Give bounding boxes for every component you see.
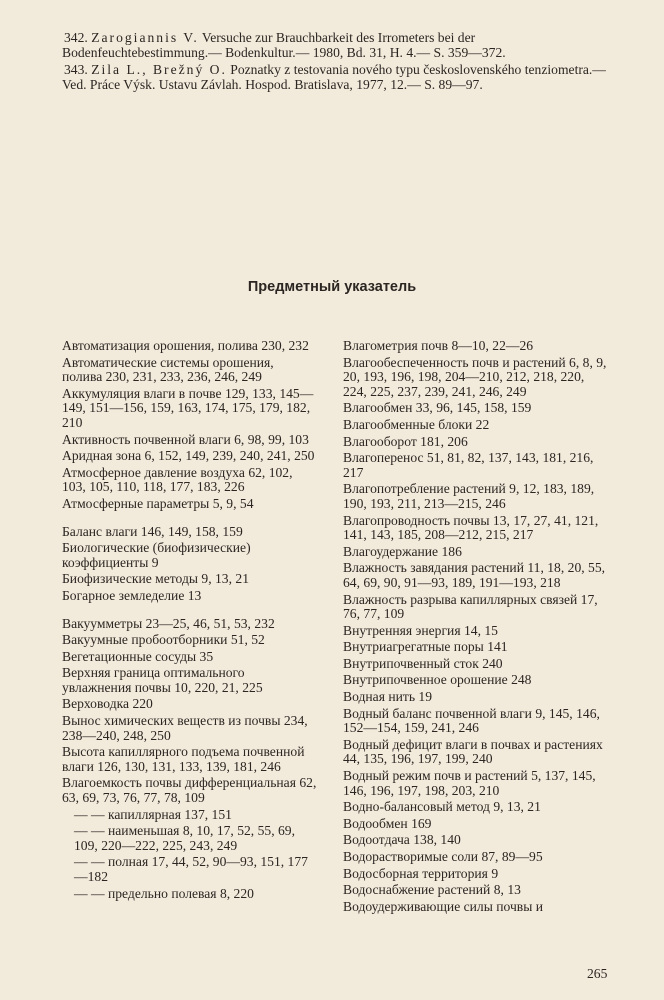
index-entry: — — капиллярная 137, 151 [74, 806, 232, 822]
index-entry: Верховодка 220 [62, 696, 153, 712]
index-entry: Водный дефицит влаги в почвах и растениях 44, 135, 196, 197, 199, 240 [343, 736, 603, 767]
index-entry: Влагопроводность почвы 13, 17, 27, 41, 121, 141, 143, 185, 208—212, 215, 217 [343, 512, 599, 543]
index-entry: Водный режим почв и растений 5, 137, 145, 146, 196, 197, 198, 203, 210 [343, 768, 596, 798]
reference-author: Zarogiannis V. [91, 30, 199, 45]
index-entry: Вынос химических веществ из почвы 234, 238—240, 248, 250 [62, 713, 308, 743]
reference-343 [62, 62, 607, 92]
reference-342 [62, 30, 607, 60]
index-entry: Влагообмен 33, 96, 145, 158, 159 [343, 400, 532, 416]
reference-number: 343. [64, 62, 88, 77]
index-entry: Водосборная территория 9 [343, 865, 499, 881]
index-entry: — — полная 17, 44, 52, 90—93, 151, 177—182 [74, 854, 308, 884]
reference-author: Zila L., Brežný O. [91, 62, 227, 77]
index-entry: Водоотдача 138, 140 [343, 832, 461, 848]
index-entry: Вакуумметры 23—25, 46, 51, 53, 232 [62, 615, 275, 631]
index-entry: Внутрипочвенное орошение 248 [343, 672, 532, 688]
index-entry: Баланс влаги 146, 149, 158, 159 [62, 523, 243, 539]
index-entry: Водообмен 169 [343, 815, 432, 831]
index-entry: Водоснабжение растений 8, 13 [343, 882, 521, 898]
index-entry: Водная нить 19 [343, 689, 433, 705]
index-column-right [343, 339, 610, 916]
index-entry: Водно-балансовый метод 9, 13, 21 [343, 799, 541, 815]
index-column-left [62, 339, 317, 903]
index-entry: Аридная зона 6, 152, 149, 239, 240, 241, 250 [62, 448, 315, 464]
reference-number: 342. [64, 30, 88, 45]
index-entry: Влагопотребление растений 9, 12, 183, 189, 190, 193, 211, 213—215, 246 [343, 481, 595, 511]
index-entry: Внутрипочвенный сток 240 [343, 655, 503, 671]
index-entry: Богарное земледелие 13 [62, 587, 202, 603]
index-entry: Влагометрия почв 8—10, 22—26 [343, 338, 534, 353]
index-entry: Влагоемкость почвы дифференциальная 62, 63, 69, 73, 76, 77, 78, 109 [62, 775, 317, 806]
reference-text: Poznatky z testovania nového typu československého tenziometra.— Ved. Práce Výsk. Ustavu Závlah. Hospod. Bratislava, 1977, 12.— S. 89—97. [62, 62, 606, 92]
index-entry: Влагообеспеченность почв и растений 6, 8, 9, 20, 193, 196, 198, 204—210, 212, 218, 220, 224, 225, 237, 239, 241, 246, 249 [343, 354, 607, 399]
index-letter-gap [62, 514, 317, 525]
index-entry: Автоматические системы орошения, полива 230, 231, 233, 236, 246, 249 [62, 354, 274, 385]
index-entry: Аккумуляция влаги в почве 129, 133, 145—149, 151—156, 159, 163, 174, 175, 179, 182, 210 [62, 385, 314, 430]
index-entry: Вакуумные пробоотборники 51, 52 [62, 632, 265, 648]
section-title: Предметный указатель [247, 279, 417, 295]
index-entry: Влагооборот 181, 206 [343, 433, 468, 449]
index-entry: Автоматизация орошения, полива 230, 232 [62, 338, 309, 353]
index-entry: — — предельно полевая 8, 220 [74, 885, 254, 901]
index-entry: Влажность разрыва капиллярных связей 17, 76, 77, 109 [343, 591, 598, 622]
index-entry: Внутренняя энергия 14, 15 [343, 622, 498, 638]
index-entry: Вегетационные сосуды 35 [62, 648, 214, 664]
index-entry: Влагоудержание 186 [343, 543, 462, 559]
index-entry: Верхняя граница оптимального увлажнения почвы 10, 220, 21, 225 [62, 665, 263, 695]
index-entry: Биологические (биофизические) коэффициенты 9 [62, 540, 251, 570]
index-entry: Биофизические методы 9, 13, 21 [62, 571, 249, 587]
index-entry: Внутриагрегатные поры 141 [343, 639, 508, 655]
index-entry: Водорастворимые соли 87, 89—95 [343, 849, 543, 864]
index-letter-gap [62, 606, 317, 617]
index-entry: Влажность завядания растений 11, 18, 20, 55, 64, 69, 90, 91—93, 189, 191—193, 218 [343, 560, 606, 590]
index-entry: Высота капиллярного подъема почвенной влаги 126, 130, 131, 133, 139, 181, 246 [62, 744, 305, 774]
index-entry: Влагоперенос 51, 81, 82, 137, 143, 181, 216, 217 [343, 450, 594, 480]
index-entry: Влагообменные блоки 22 [343, 416, 490, 432]
references [62, 30, 607, 94]
reference-text: Versuche zur Brauchbarkeit des Irrometers bei der Bodenfeuchtebestimmung.— Bodenkultur.— 1980, Bd. 31, H. 4.— S. 359—372. [62, 30, 506, 60]
index-entry: Активность почвенной влаги 6, 98, 99, 103 [62, 431, 309, 447]
index-entry: Водный баланс почвенной влаги 9, 145, 146, 152—154, 159, 241, 246 [343, 705, 600, 736]
index-entry: Атмосферные параметры 5, 9, 54 [62, 495, 254, 511]
page-number: 265 [587, 966, 608, 981]
index-entry: Атмосферное давление воздуха 62, 102, 103, 105, 110, 118, 177, 183, 226 [62, 464, 293, 495]
index-entry: — — наименьшая 8, 10, 17, 52, 55, 69, 109, 220—222, 225, 243, 249 [74, 823, 295, 853]
index-entry: Водоудерживающие силы почвы и [343, 898, 544, 914]
